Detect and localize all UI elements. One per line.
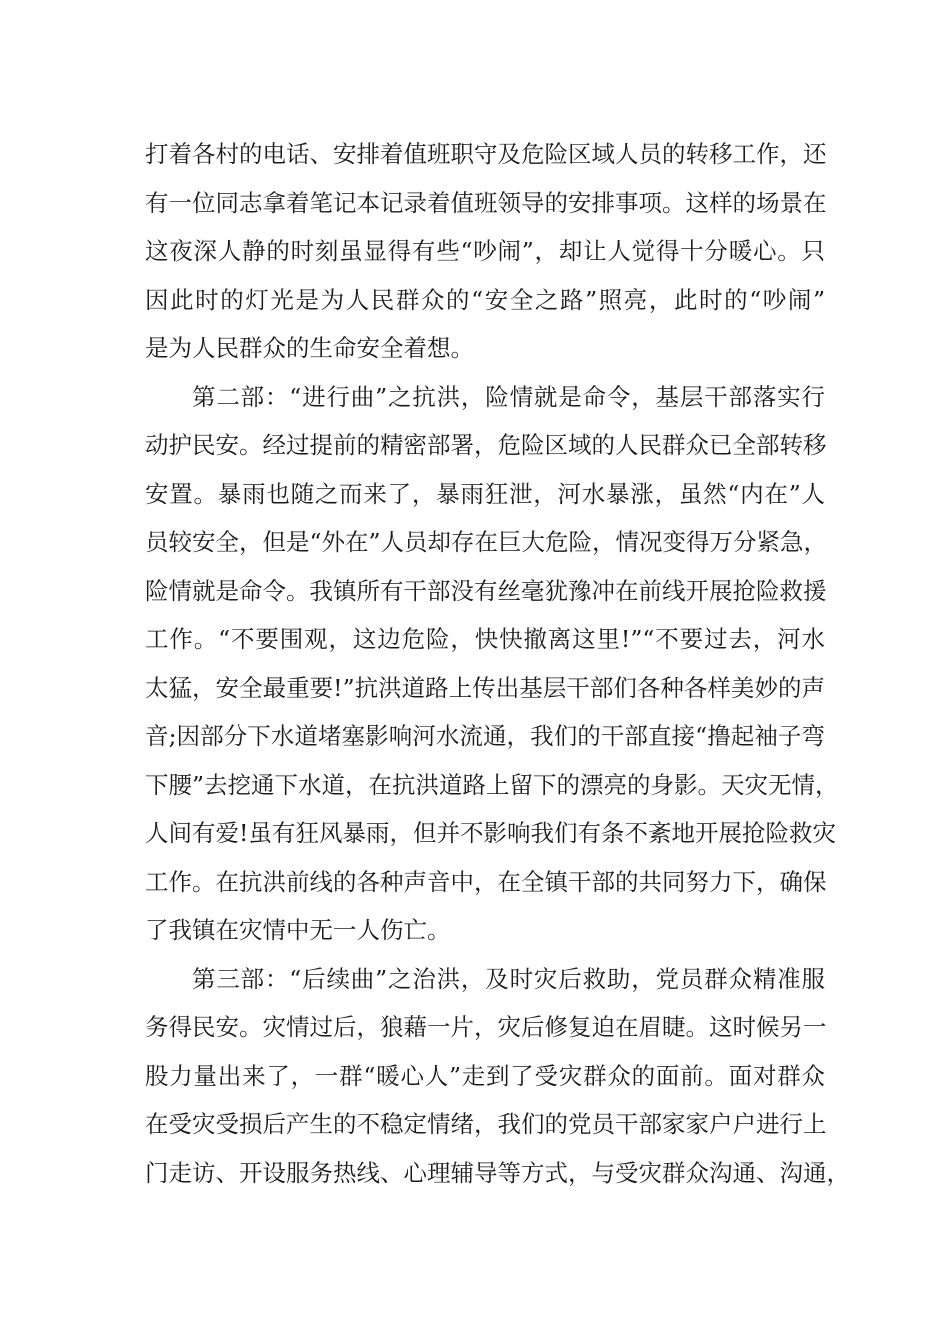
text-line: 第三部：“后续曲”之治洪，及时灾后救助，党员群众精准服 — [192, 964, 825, 993]
paragraph — [145, 955, 850, 1198]
paragraph — [145, 373, 839, 955]
text-line: 太猛，安全最重要!”抗洪道路上传出基层干部们各种各样美妙的声 — [145, 673, 825, 702]
text-line: 第二部：“进行曲”之抗洪，险情就是命令，基层干部落实行 — [192, 382, 825, 411]
text-line: 动护民安。经过提前的精密部署，危险区域的人民群众已全部转移 — [145, 431, 827, 459]
text-line: 人间有爱!虽有狂风暴雨，但并不影响我们有条不紊地开展抢险救灾 — [145, 819, 836, 847]
text-line: 因此时的灯光是为人民群众的“安全之路”照亮，此时的“吵闹” — [145, 285, 825, 314]
text-line: 安置。暴雨也随之而来了，暴雨狂泄，河水暴涨，虽然“内在”人 — [145, 479, 825, 508]
text-line: 员较安全，但是“外在”人员却存在巨大危险，情况变得万分紧急， — [145, 528, 828, 556]
text-line: 工作。在抗洪前线的各种声音中，在全镇干部的共同努力下，确保 — [145, 867, 827, 896]
text-line: 在受灾受损后产生的不稳定情绪，我们的党员干部家家户户进行上 — [145, 1110, 827, 1138]
text-line: 门走访、开设服务热线、心理辅导等方式，与受灾群众沟通、沟通， — [145, 1158, 850, 1187]
text-line: 有一位同志拿着笔记本记录着值班领导的安排事项。这样的场景在 — [145, 188, 827, 217]
text-line: 工作。“不要围观，这边危险，快快撤离这里!”“不要过去，河水 — [145, 625, 825, 653]
text-line: 是为人民群众的生命安全着想。 — [145, 334, 474, 362]
text-line: 音;因部分下水道堵塞影响河水流通，我们的干部直接“撸起袖子弯 — [145, 722, 825, 750]
text-line: 这夜深人静的时刻虽显得有些“吵闹”，却让人觉得十分暖心。只 — [145, 237, 825, 265]
text-line: 险情就是命令。我镇所有干部没有丝毫犹豫冲在前线开展抢险救援 — [145, 576, 827, 605]
document-body — [145, 130, 850, 1197]
text-line: 务得民安。灾情过后，狼藉一片，灾后修复迫在眉睫。这时候另一 — [145, 1013, 827, 1041]
text-line: 了我镇在灾情中无一人伤亡。 — [145, 916, 451, 944]
text-line: 打着各村的电话、安排着值班职守及危险区域人员的转移工作，还 — [145, 140, 827, 168]
text-line: 股力量出来了，一群“暖心人”走到了受灾群众的面前。面对群众 — [145, 1061, 825, 1090]
text-line: 下腰”去挖通下水道，在抗洪道路上留下的漂亮的身影。天灾无情， — [145, 770, 839, 799]
paragraph — [145, 130, 825, 373]
